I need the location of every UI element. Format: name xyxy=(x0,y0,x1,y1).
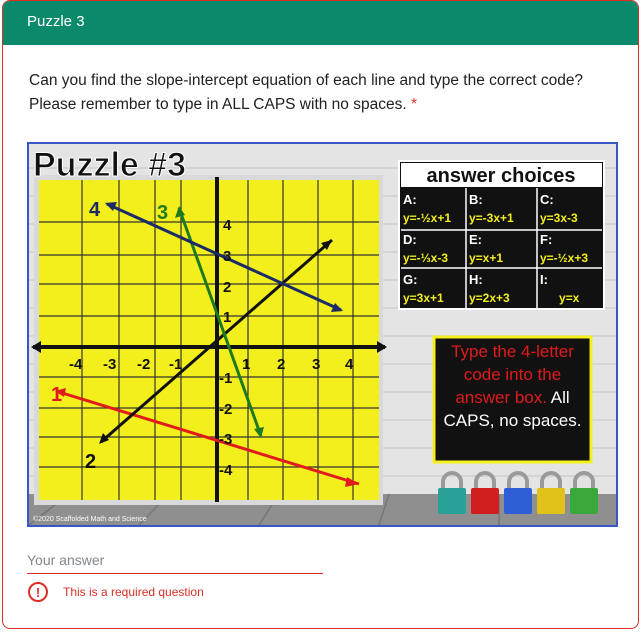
answer-input[interactable] xyxy=(27,547,323,574)
choice-letter: I: xyxy=(540,272,548,287)
line-label-1: 1 xyxy=(51,384,63,406)
answer-choices-title: answer choices xyxy=(426,165,576,187)
line-label-3: 3 xyxy=(157,202,169,224)
x-tick-label: 4 xyxy=(345,356,354,373)
choice-equation: y=-½x+1 xyxy=(403,211,452,225)
choice-letter: D: xyxy=(403,232,417,247)
question-text: Can you find the slope-intercept equation of each line and type the correct code? Please remember to type in ALL CAPS with no spaces. xyxy=(29,72,584,113)
instruction-text xyxy=(438,340,587,432)
exclamation-icon: ! xyxy=(28,582,48,602)
line-label-2: 2 xyxy=(85,451,97,473)
section-header xyxy=(3,1,638,45)
line-label-4: 4 xyxy=(89,199,101,221)
copyright-text: ©2020 Scaffolded Math and Science xyxy=(33,516,147,523)
choice-letter: E: xyxy=(469,232,482,247)
choice-equation: y=3x-3 xyxy=(540,211,578,225)
choice-equation: y=-3x+1 xyxy=(469,211,514,225)
question-title xyxy=(29,69,599,117)
choice-equation: y=-⅓x-3 xyxy=(403,251,449,265)
choice-letter: H: xyxy=(469,272,483,287)
x-tick-label: -4 xyxy=(69,356,83,373)
error-message xyxy=(28,581,204,603)
puzzle-title: Puzzle #3 xyxy=(33,146,187,184)
choice-equation: y=x xyxy=(559,291,580,305)
y-tick-label: -3 xyxy=(219,431,233,448)
y-tick-label: 4 xyxy=(223,217,232,234)
choice-equation: y=3x+1 xyxy=(403,291,444,305)
choice-equation: y=2x+3 xyxy=(469,291,510,305)
choice-letter: C: xyxy=(540,192,554,207)
choice-letter: A: xyxy=(403,192,417,207)
x-tick-label: -3 xyxy=(103,356,117,373)
x-tick-label: 1 xyxy=(242,356,251,373)
instruction-red: Type the 4-letter code into the answer box. xyxy=(451,342,574,407)
y-tick-label: -2 xyxy=(219,401,233,418)
puzzle-image xyxy=(27,142,618,527)
x-tick-label: 2 xyxy=(277,356,286,373)
choice-equation: y=-½x+3 xyxy=(540,251,589,265)
y-tick-label: 1 xyxy=(223,309,232,326)
x-tick-label: -2 xyxy=(137,356,151,373)
y-tick-label: 2 xyxy=(223,279,232,296)
x-tick-label: -1 xyxy=(169,356,183,373)
required-marker: * xyxy=(410,96,418,113)
instruction-white: All CAPS, no spaces. xyxy=(443,388,582,430)
y-tick-label: -1 xyxy=(219,370,233,387)
choice-equation: y=x+1 xyxy=(469,251,504,265)
error-text: This is a required question xyxy=(63,585,204,599)
choice-letter: B: xyxy=(469,192,483,207)
choice-letter: G: xyxy=(403,272,418,287)
x-tick-label: 3 xyxy=(312,356,321,373)
choice-letter: F: xyxy=(540,232,553,247)
y-tick-label: -4 xyxy=(219,462,233,479)
y-tick-label: 3 xyxy=(223,248,232,265)
section-title: Puzzle 3 xyxy=(27,13,85,30)
